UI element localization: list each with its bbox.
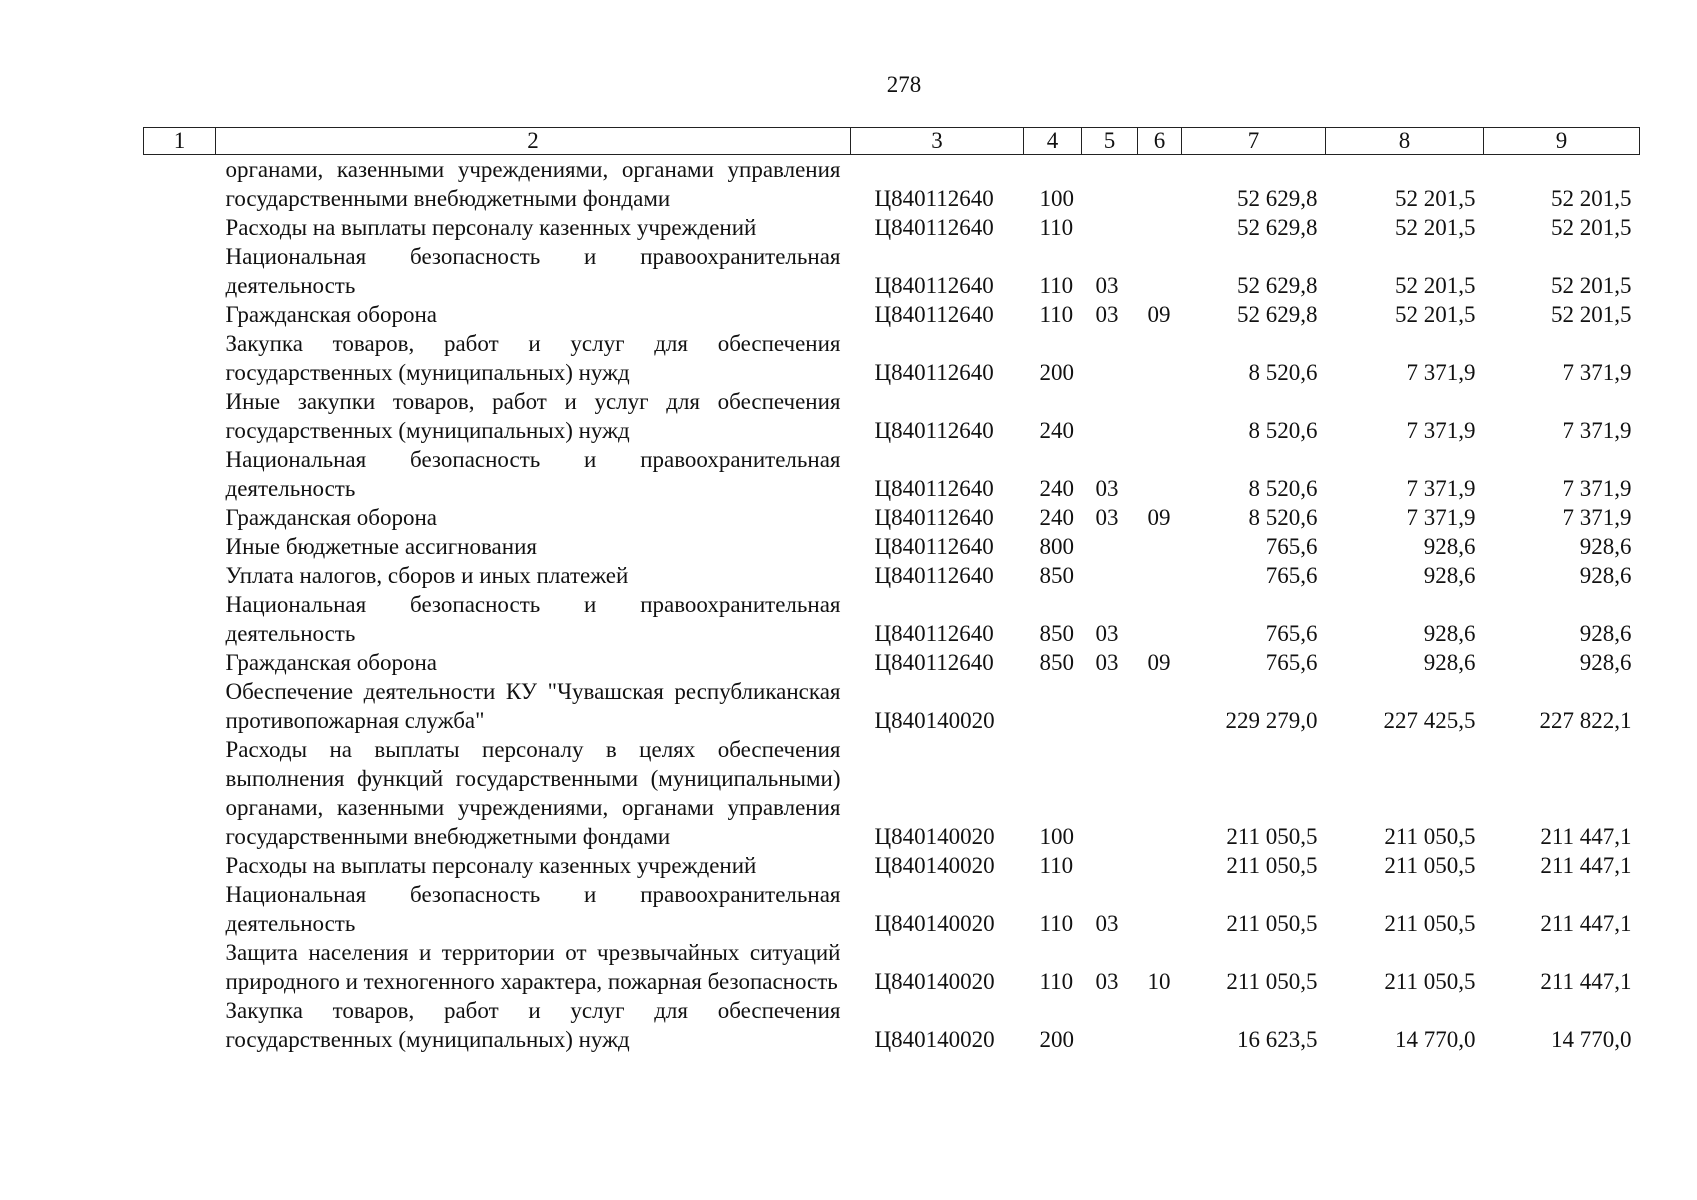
- row-section: 03: [1095, 969, 1119, 994]
- row-amount-col-9: 928,6: [1579, 650, 1632, 675]
- row-target-code: Ц840112640: [874, 302, 994, 327]
- table-row: [144, 677, 1640, 735]
- row-target-code: Ц840112640: [874, 418, 994, 443]
- row-name: Гражданская оборона: [225, 302, 437, 327]
- table-row: [144, 735, 1640, 851]
- row-expense-type: 240: [1039, 476, 1074, 501]
- row-amount-col-9: 227 822,1: [1539, 708, 1632, 733]
- row-section: 03: [1095, 650, 1119, 675]
- table-row: [144, 532, 1640, 561]
- row-section: 03: [1095, 621, 1119, 646]
- table-row: [144, 387, 1640, 445]
- table-row: [144, 213, 1640, 242]
- budget-table: [143, 127, 1640, 1054]
- row-amount-col-7: 52 629,8: [1237, 302, 1318, 327]
- table-row: [144, 851, 1640, 880]
- row-section: [1082, 387, 1138, 445]
- row-name: Национальная безопасность и правоохранительная деятельность: [225, 592, 841, 646]
- row-target-code: Ц840112640: [874, 360, 994, 385]
- row-subsection: [1138, 851, 1182, 880]
- row-target-code: Ц840112640: [874, 650, 994, 675]
- row-name: Национальная безопасность и правоохранительная деятельность: [225, 882, 841, 936]
- cell-col-1: [144, 677, 216, 735]
- row-amount-col-9: 7 371,9: [1562, 505, 1632, 530]
- row-amount-col-9: 211 447,1: [1540, 824, 1632, 849]
- row-name: Расходы на выплаты персоналу в целях обеспечения выполнения функций государственными (муниципальными) органами, казенными учреждениями, органами управления государственными внебюджетными фондами: [225, 737, 841, 849]
- row-subsection: 09: [1147, 302, 1171, 327]
- row-expense-type: [1024, 677, 1082, 735]
- row-name: Иные закупки товаров, работ и услуг для обеспечения государственных (муниципальных) нужд: [225, 389, 841, 443]
- row-section: [1082, 561, 1138, 590]
- row-amount-col-8: 211 050,5: [1384, 853, 1476, 878]
- cell-col-1: [144, 155, 216, 214]
- row-name: Защита населения и территории от чрезвычайных ситуаций природного и техногенного характера, пожарная безопасность: [225, 940, 841, 994]
- row-subsection: [1138, 532, 1182, 561]
- row-amount-col-8: 14 770,0: [1395, 1027, 1476, 1052]
- row-amount-col-7: 765,6: [1265, 650, 1318, 675]
- row-section: [1082, 155, 1138, 214]
- row-expense-type: 850: [1039, 621, 1074, 646]
- row-name: Национальная безопасность и правоохранительная деятельность: [225, 244, 841, 298]
- row-amount-col-7: 229 279,0: [1225, 708, 1318, 733]
- row-subsection: [1138, 387, 1182, 445]
- row-section: [1082, 851, 1138, 880]
- row-amount-col-9: 7 371,9: [1562, 418, 1632, 443]
- row-amount-col-9: 52 201,5: [1551, 186, 1632, 211]
- table-row: [144, 561, 1640, 590]
- cell-col-1: [144, 996, 216, 1054]
- cell-col-1: [144, 242, 216, 300]
- row-expense-type: 110: [1039, 969, 1074, 994]
- row-amount-col-7: 16 623,5: [1237, 1027, 1318, 1052]
- row-expense-type: 200: [1039, 1027, 1074, 1052]
- row-target-code: Ц840140020: [874, 969, 995, 994]
- row-amount-col-7: 8 520,6: [1248, 505, 1318, 530]
- row-subsection: [1138, 590, 1182, 648]
- row-target-code: Ц840112640: [874, 186, 994, 211]
- row-amount-col-7: 52 629,8: [1237, 186, 1318, 211]
- row-expense-type: 850: [1039, 563, 1074, 588]
- row-target-code: Ц840112640: [874, 534, 994, 559]
- header-col-3: 3: [851, 128, 1024, 155]
- row-amount-col-9: 52 201,5: [1551, 273, 1632, 298]
- row-section: [1082, 735, 1138, 851]
- row-amount-col-8: 52 201,5: [1395, 273, 1476, 298]
- row-amount-col-8: 52 201,5: [1395, 215, 1476, 240]
- header-col-4: 4: [1024, 128, 1082, 155]
- row-amount-col-9: 52 201,5: [1551, 302, 1632, 327]
- row-amount-col-7: 211 050,5: [1226, 911, 1318, 936]
- row-amount-col-7: 8 520,6: [1248, 360, 1318, 385]
- table-row: [144, 996, 1640, 1054]
- row-amount-col-7: 211 050,5: [1226, 853, 1318, 878]
- row-amount-col-8: 928,6: [1423, 534, 1476, 559]
- row-subsection: [1138, 880, 1182, 938]
- row-section: [1082, 213, 1138, 242]
- cell-col-1: [144, 445, 216, 503]
- table-row: [144, 590, 1640, 648]
- cell-col-1: [144, 561, 216, 590]
- cell-col-1: [144, 503, 216, 532]
- cell-col-1: [144, 880, 216, 938]
- row-target-code: Ц840112640: [874, 621, 994, 646]
- row-section: [1082, 329, 1138, 387]
- row-expense-type: 110: [1039, 273, 1074, 298]
- table-row: [144, 329, 1640, 387]
- row-amount-col-9: 928,6: [1579, 534, 1632, 559]
- page-number: 278: [886, 72, 922, 97]
- row-amount-col-8: 211 050,5: [1384, 824, 1476, 849]
- row-expense-type: 110: [1039, 302, 1074, 327]
- row-expense-type: 110: [1039, 215, 1074, 240]
- row-name: Гражданская оборона: [225, 650, 437, 675]
- table-row: [144, 503, 1640, 532]
- row-name: Расходы на выплаты персоналу казенных учреждений: [225, 853, 757, 878]
- row-amount-col-8: 928,6: [1423, 650, 1476, 675]
- row-name: Иные бюджетные ассигнования: [225, 534, 537, 559]
- row-expense-type: 850: [1039, 650, 1074, 675]
- row-expense-type: 800: [1039, 534, 1074, 559]
- row-expense-type: 200: [1039, 360, 1074, 385]
- row-amount-col-7: 765,6: [1265, 534, 1318, 559]
- row-amount-col-8: 211 050,5: [1384, 969, 1476, 994]
- row-target-code: Ц840112640: [874, 563, 994, 588]
- cell-col-1: [144, 300, 216, 329]
- row-amount-col-8: 52 201,5: [1395, 302, 1476, 327]
- cell-col-1: [144, 387, 216, 445]
- row-name: Закупка товаров, работ и услуг для обеспечения государственных (муниципальных) нужд: [225, 998, 841, 1052]
- cell-col-1: [144, 329, 216, 387]
- row-expense-type: 240: [1039, 418, 1074, 443]
- row-amount-col-9: 52 201,5: [1551, 215, 1632, 240]
- row-amount-col-8: 7 371,9: [1406, 505, 1476, 530]
- table-row: [144, 938, 1640, 996]
- row-subsection: [1138, 329, 1182, 387]
- row-amount-col-9: 7 371,9: [1562, 360, 1632, 385]
- row-target-code: Ц840112640: [874, 273, 994, 298]
- row-subsection: 09: [1147, 505, 1171, 530]
- row-amount-col-7: 765,6: [1265, 621, 1318, 646]
- table-row: [144, 242, 1640, 300]
- cell-col-1: [144, 648, 216, 677]
- row-amount-col-7: 211 050,5: [1226, 969, 1318, 994]
- row-subsection: [1138, 242, 1182, 300]
- row-target-code: Ц840140020: [874, 853, 995, 878]
- row-amount-col-8: 7 371,9: [1406, 418, 1476, 443]
- cell-col-1: [144, 213, 216, 242]
- row-amount-col-9: 928,6: [1579, 621, 1632, 646]
- row-name: Уплата налогов, сборов и иных платежей: [225, 563, 629, 588]
- row-amount-col-9: 14 770,0: [1551, 1027, 1632, 1052]
- row-target-code: Ц840140020: [874, 708, 995, 733]
- row-amount-col-9: 928,6: [1579, 563, 1632, 588]
- row-section: 03: [1095, 302, 1119, 327]
- row-amount-col-7: 211 050,5: [1226, 824, 1318, 849]
- row-section: [1082, 532, 1138, 561]
- row-target-code: Ц840112640: [874, 476, 994, 501]
- row-target-code: Ц840140020: [874, 824, 995, 849]
- cell-col-1: [144, 735, 216, 851]
- row-name: Национальная безопасность и правоохранительная деятельность: [225, 447, 841, 501]
- row-amount-col-9: 211 447,1: [1540, 911, 1632, 936]
- table-row: [144, 300, 1640, 329]
- row-amount-col-8: 52 201,5: [1395, 186, 1476, 211]
- row-amount-col-8: 211 050,5: [1384, 911, 1476, 936]
- row-amount-col-9: 211 447,1: [1540, 853, 1632, 878]
- row-subsection: [1138, 213, 1182, 242]
- row-subsection: [1138, 996, 1182, 1054]
- row-section: [1082, 996, 1138, 1054]
- row-amount-col-9: 7 371,9: [1562, 476, 1632, 501]
- table-body: [144, 155, 1640, 1055]
- header-col-7: 7: [1182, 128, 1326, 155]
- row-amount-col-8: 227 425,5: [1383, 708, 1476, 733]
- table-row: [144, 445, 1640, 503]
- row-amount-col-9: 211 447,1: [1540, 969, 1632, 994]
- header-col-1: 1: [144, 128, 216, 155]
- row-name: Обеспечение деятельности КУ "Чувашская республиканская противопожарная служба": [225, 679, 841, 733]
- row-section: 03: [1095, 505, 1119, 530]
- row-subsection: [1138, 677, 1182, 735]
- row-amount-col-8: 7 371,9: [1406, 360, 1476, 385]
- header-col-9: 9: [1484, 128, 1640, 155]
- cell-col-1: [144, 532, 216, 561]
- row-target-code: Ц840140020: [874, 911, 995, 936]
- header-col-2: 2: [216, 128, 851, 155]
- row-subsection: [1138, 445, 1182, 503]
- table-row: [144, 155, 1640, 214]
- row-amount-col-8: 7 371,9: [1406, 476, 1476, 501]
- row-subsection: [1138, 561, 1182, 590]
- row-name: Гражданская оборона: [225, 505, 437, 530]
- row-section: [1082, 677, 1138, 735]
- table-row: [144, 648, 1640, 677]
- row-subsection: 09: [1147, 650, 1171, 675]
- row-amount-col-7: 52 629,8: [1237, 273, 1318, 298]
- cell-col-1: [144, 590, 216, 648]
- cell-col-1: [144, 851, 216, 880]
- row-amount-col-8: 928,6: [1423, 563, 1476, 588]
- row-section: 03: [1095, 476, 1119, 501]
- row-target-code: Ц840140020: [874, 1027, 995, 1052]
- cell-col-1: [144, 938, 216, 996]
- row-subsection: 10: [1147, 969, 1171, 994]
- row-expense-type: 110: [1039, 853, 1074, 878]
- row-expense-type: 100: [1039, 824, 1074, 849]
- row-name: Закупка товаров, работ и услуг для обеспечения государственных (муниципальных) нужд: [225, 331, 841, 385]
- table-header: [144, 128, 1640, 155]
- row-subsection: [1138, 155, 1182, 214]
- row-expense-type: 100: [1039, 186, 1074, 211]
- row-section: 03: [1095, 911, 1119, 936]
- row-subsection: [1138, 735, 1182, 851]
- row-amount-col-7: 8 520,6: [1248, 476, 1318, 501]
- row-section: 03: [1095, 273, 1119, 298]
- header-col-6: 6: [1138, 128, 1182, 155]
- header-row: [144, 128, 1640, 155]
- row-expense-type: 240: [1039, 505, 1074, 530]
- row-target-code: Ц840112640: [874, 505, 994, 530]
- row-amount-col-7: 52 629,8: [1237, 215, 1318, 240]
- row-amount-col-7: 765,6: [1265, 563, 1318, 588]
- row-expense-type: 110: [1039, 911, 1074, 936]
- header-col-5: 5: [1082, 128, 1138, 155]
- row-name: Расходы на выплаты персоналу казенных учреждений: [225, 215, 757, 240]
- row-name: органами, казенными учреждениями, органами управления государственными внебюджетными фондами: [225, 157, 841, 211]
- table-row: [144, 880, 1640, 938]
- row-amount-col-8: 928,6: [1423, 621, 1476, 646]
- row-target-code: Ц840112640: [874, 215, 994, 240]
- header-col-8: 8: [1326, 128, 1484, 155]
- row-amount-col-7: 8 520,6: [1248, 418, 1318, 443]
